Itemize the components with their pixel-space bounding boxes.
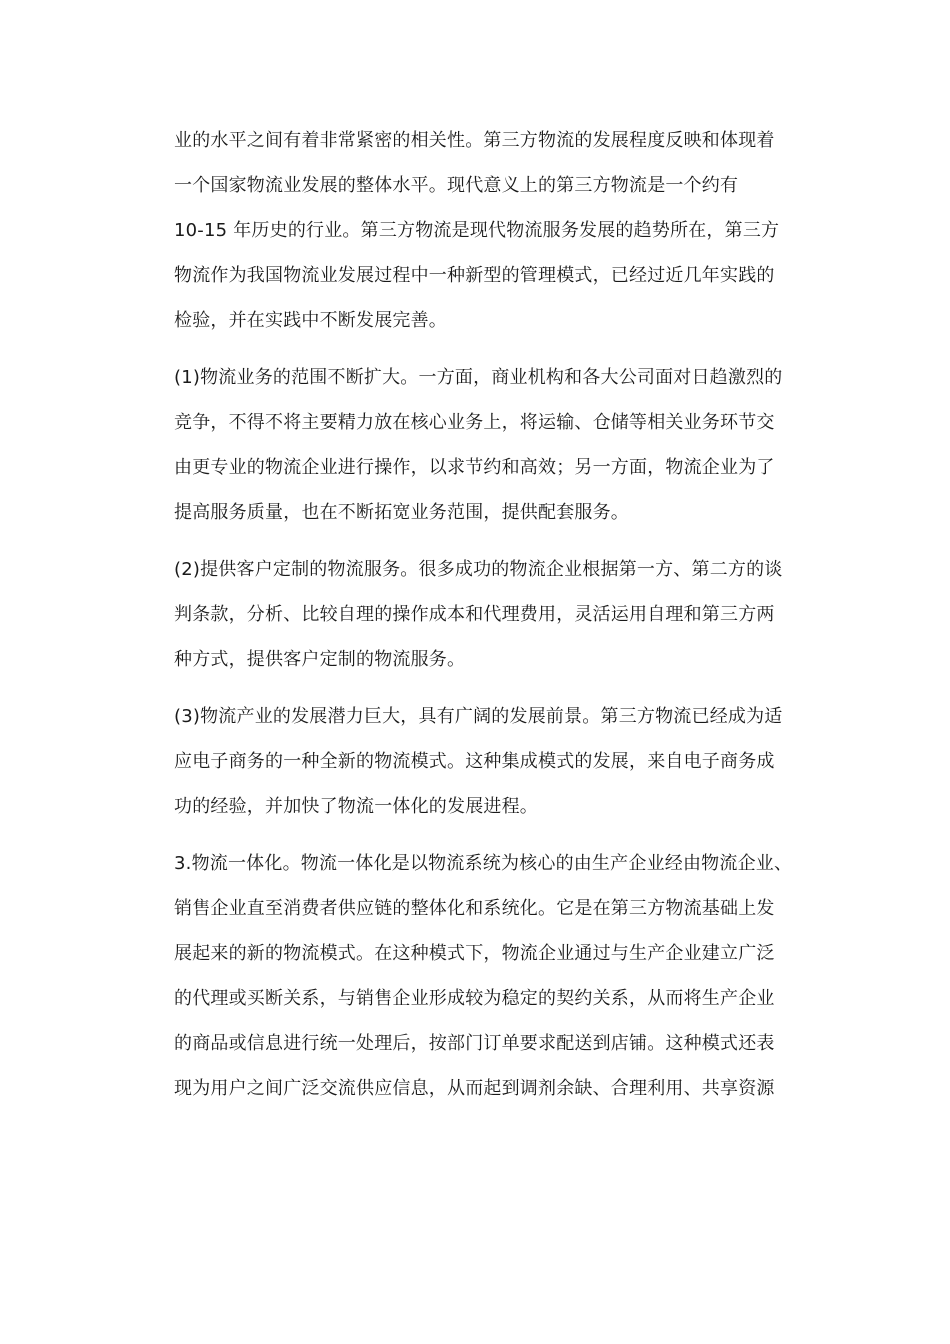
text-line: 竞争，不得不将主要精力放在核心业务上，将运输、仓储等相关业务环节交 xyxy=(174,412,775,433)
text-line: 物流作为我国物流业发展过程中一种新型的管理模式，已经过近几年实践的 xyxy=(174,265,775,286)
paragraph-point-1 xyxy=(174,355,814,535)
text-line: 一个国家物流业发展的整体水平。现代意义上的第三方物流是一个约有 xyxy=(174,175,739,196)
text-line: (1)物流业务的范围不断扩大。一方面，商业机构和各大公司面对日趋激烈的 xyxy=(174,367,783,388)
text-line: 功的经验，并加快了物流一体化的发展进程。 xyxy=(174,796,538,817)
text-line: 10-15 年历史的行业。第三方物流是现代物流服务发展的趋势所在，第三方 xyxy=(174,220,780,241)
paragraph-third-party-logistics-intro xyxy=(174,118,814,343)
text-line: (3)物流产业的发展潜力巨大，具有广阔的发展前景。第三方物流已经成为适 xyxy=(174,706,783,727)
document-body xyxy=(174,118,814,1123)
text-line: 展起来的新的物流模式。在这种模式下，物流企业通过与生产企业建立广泛 xyxy=(174,943,775,964)
paragraph-logistics-integration xyxy=(174,841,814,1111)
text-line: 现为用户之间广泛交流供应信息，从而起到调剂余缺、合理利用、共享资源 xyxy=(174,1078,775,1099)
text-line: 应电子商务的一种全新的物流模式。这种集成模式的发展，来自电子商务成 xyxy=(174,751,775,772)
text-line: 检验，并在实践中不断发展完善。 xyxy=(174,310,447,331)
text-line: 由更专业的物流企业进行操作，以求节约和高效；另一方面，物流企业为了 xyxy=(174,457,775,478)
text-line: 业的水平之间有着非常紧密的相关性。第三方物流的发展程度反映和体现着 xyxy=(174,130,775,151)
text-line: 3.物流一体化。物流一体化是以物流系统为核心的由生产企业经由物流企业、 xyxy=(174,853,793,874)
text-line: 提高服务质量，也在不断拓宽业务范围，提供配套服务。 xyxy=(174,502,629,523)
text-line: 的商品或信息进行统一处理后，按部门订单要求配送到店铺。这种模式还表 xyxy=(174,1033,775,1054)
text-line: 销售企业直至消费者供应链的整体化和系统化。它是在第三方物流基础上发 xyxy=(174,898,775,919)
paragraph-point-2 xyxy=(174,547,814,682)
text-line: 种方式，提供客户定制的物流服务。 xyxy=(174,649,466,670)
text-line: (2)提供客户定制的物流服务。很多成功的物流企业根据第一方、第二方的谈 xyxy=(174,559,783,580)
paragraph-point-3 xyxy=(174,694,814,829)
text-line: 的代理或买断关系，与销售企业形成较为稳定的契约关系，从而将生产企业 xyxy=(174,988,775,1009)
text-line: 判条款，分析、比较自理的操作成本和代理费用，灵活运用自理和第三方两 xyxy=(174,604,775,625)
